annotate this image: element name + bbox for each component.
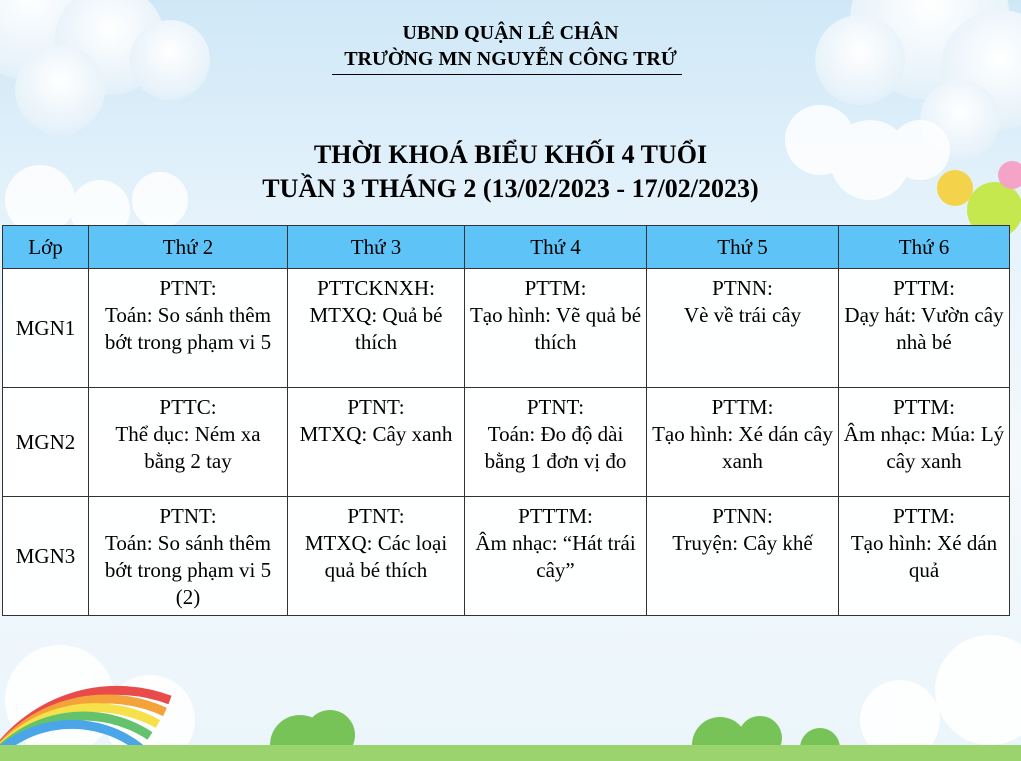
cell-activity: Truyện: Cây khế xyxy=(672,531,813,555)
cell-subject: PTTM: xyxy=(893,276,955,300)
table-cell xyxy=(839,497,1010,616)
cell-activity: Thể dục: Ném xa bằng 2 tay xyxy=(115,422,261,473)
cell-subject: PTTTM: xyxy=(518,504,593,528)
class-name: MGN1 xyxy=(3,269,89,388)
cell-subject: PTNT: xyxy=(159,504,217,528)
column-header: Thứ 4 xyxy=(465,226,647,269)
cell-subject: PTNN: xyxy=(712,504,773,528)
cell-subject: PTNN: xyxy=(712,276,773,300)
table-cell xyxy=(465,388,647,497)
table-cell xyxy=(647,269,839,388)
table-cell xyxy=(647,388,839,497)
cell-subject: PTTM: xyxy=(893,504,955,528)
cell-subject: PTTC: xyxy=(159,395,217,419)
cell-subject: PTTM: xyxy=(893,395,955,419)
cell-subject: PTNT: xyxy=(159,276,217,300)
schedule-table xyxy=(2,225,1010,616)
cell-activity: MTXQ: Quả bé thích xyxy=(309,303,443,354)
org-underline xyxy=(332,74,682,75)
cell-subject: PTTM: xyxy=(524,276,587,300)
table-row xyxy=(3,269,1010,388)
table-row xyxy=(3,497,1010,616)
cell-subject: PTTM: xyxy=(711,395,774,419)
org-line-1: UBND QUẬN LÊ CHÂN xyxy=(402,22,619,44)
cell-activity: Toán: So sánh thêm bớt trong phạm vi 5 xyxy=(104,303,272,354)
table-cell xyxy=(839,388,1010,497)
cell-activity: Dạy hát: Vườn cây nhà bé xyxy=(844,303,1004,354)
cell-activity: MTXQ: Cây xanh xyxy=(299,422,453,446)
cell-activity: MTXQ: Các loại quả bé thích xyxy=(304,531,448,582)
class-name: MGN3 xyxy=(3,497,89,616)
cell-activity: Toán: Đo độ dài bằng 1 đơn vị đo xyxy=(484,422,627,473)
table-cell xyxy=(288,269,465,388)
table-header-row xyxy=(3,226,1010,269)
table-cell xyxy=(89,388,288,497)
title-line-2: TUẦN 3 THÁNG 2 (13/02/2023 - 17/02/2023) xyxy=(262,174,759,203)
cell-subject: PTTCKNXH: xyxy=(317,276,435,300)
table-cell xyxy=(89,497,288,616)
table-cell xyxy=(465,269,647,388)
column-header: Thứ 3 xyxy=(288,226,465,269)
title-line-1: THỜI KHOÁ BIỂU KHỐI 4 TUỔI xyxy=(313,140,708,169)
cell-subject: PTNT: xyxy=(347,504,405,528)
table-cell xyxy=(839,269,1010,388)
class-name: MGN2 xyxy=(3,388,89,497)
column-header: Thứ 2 xyxy=(89,226,288,269)
column-header: Thứ 5 xyxy=(647,226,839,269)
table-row xyxy=(3,388,1010,497)
cell-activity: Âm nhạc: “Hát trái cây” xyxy=(475,531,636,582)
organization-header xyxy=(0,20,1021,75)
table-cell xyxy=(89,269,288,388)
cell-activity: Âm nhạc: Múa: Lý cây xanh xyxy=(843,422,1005,473)
table-cell xyxy=(288,497,465,616)
cell-activity: Toán: So sánh thêm bớt trong phạm vi 5 (2) xyxy=(104,531,272,609)
cell-activity: Tạo hình: Vẽ quả bé thích xyxy=(469,303,642,354)
cell-subject: PTNT: xyxy=(347,395,405,419)
cell-activity: Vè về trái cây xyxy=(683,303,802,327)
page-title xyxy=(0,138,1021,206)
table-cell xyxy=(288,388,465,497)
cell-activity: Tạo hình: Xé dán quả xyxy=(850,531,998,582)
column-header: Lớp xyxy=(3,226,89,269)
table-cell xyxy=(465,497,647,616)
org-line-2: TRƯỜNG MN NGUYỄN CÔNG TRỨ xyxy=(344,48,677,70)
cell-activity: Tạo hình: Xé dán cây xanh xyxy=(652,422,833,473)
cell-subject: PTNT: xyxy=(526,395,585,419)
column-header: Thứ 6 xyxy=(839,226,1010,269)
table-cell xyxy=(647,497,839,616)
